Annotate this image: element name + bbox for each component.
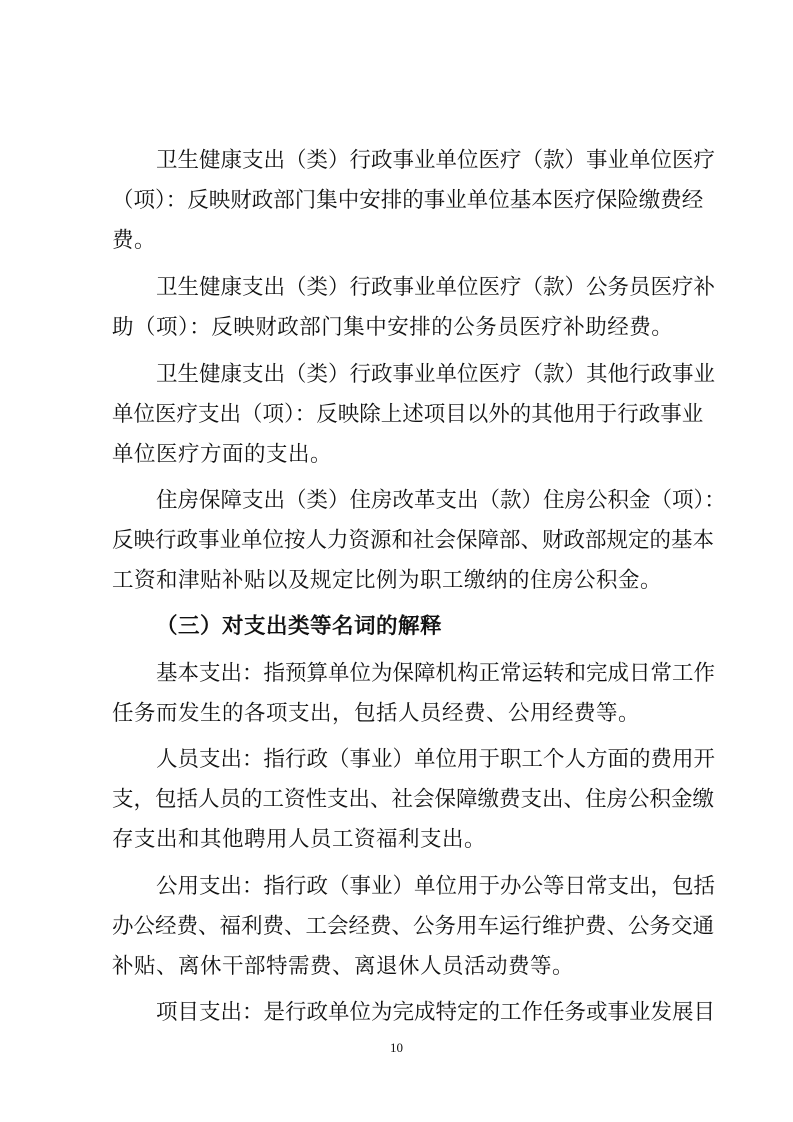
paragraph-line: 人员支出：指行政（事业）单位用于职工个人方面的费用开 bbox=[156, 747, 716, 772]
paragraph-line: 任务而发生的各项支出，包括人员经费、公用经费等。 bbox=[112, 701, 641, 726]
section-heading: （三）对支出类等名词的解释 bbox=[156, 614, 443, 639]
paragraph-line: 公用支出：指行政（事业）单位用于办公等日常支出，包括 bbox=[156, 874, 716, 899]
paragraph-line: 卫生健康支出（类）行政事业单位医疗（款）公务员医疗补 bbox=[156, 275, 716, 300]
paragraph-line: 卫生健康支出（类）行政事业单位医疗（款）事业单位医疗 bbox=[156, 148, 716, 173]
paragraph-line: 单位医疗方面的支出。 bbox=[112, 442, 333, 467]
paragraph-line: 基本支出：指预算单位为保障机构正常运转和完成日常工作 bbox=[156, 661, 716, 686]
paragraph-line: 办公经费、福利费、工会经费、公务用车运行维护费、公务交通 bbox=[112, 914, 715, 939]
paragraph-line: 住房保障支出（类）住房改革支出（款）住房公积金（项）： bbox=[156, 488, 726, 513]
page-number: 10 bbox=[390, 1040, 403, 1055]
paragraph-line: 卫生健康支出（类）行政事业单位医疗（款）其他行政事业 bbox=[156, 362, 716, 387]
paragraph-line: 助（项）：反映财政部门集中安排的公务员医疗补助经费。 bbox=[112, 315, 674, 340]
paragraph-line: 补贴、离休干部特需费、离退休人员活动费等。 bbox=[112, 954, 575, 979]
paragraph-line: 费。 bbox=[112, 228, 157, 253]
paragraph-line: 支，包括人员的工资性支出、社会保障缴费支出、住房公积金缴 bbox=[112, 787, 715, 812]
paragraph-line: 项目支出：是行政单位为完成特定的工作任务或事业发展目 bbox=[156, 1000, 716, 1025]
paragraph-line: 工资和津贴补贴以及规定比例为职工缴纳的住房公积金。 bbox=[112, 568, 663, 593]
paragraph-line: （项）：反映财政部门集中安排的事业单位基本医疗保险缴费经 bbox=[112, 188, 704, 213]
paragraph-line: 存支出和其他聘用人员工资福利支出。 bbox=[112, 827, 487, 852]
paragraph-line: 单位医疗支出（项）：反映除上述项目以外的其他用于行政事业 bbox=[112, 402, 704, 427]
paragraph-line: 反映行政事业单位按人力资源和社会保障部、财政部规定的基本 bbox=[112, 528, 715, 553]
